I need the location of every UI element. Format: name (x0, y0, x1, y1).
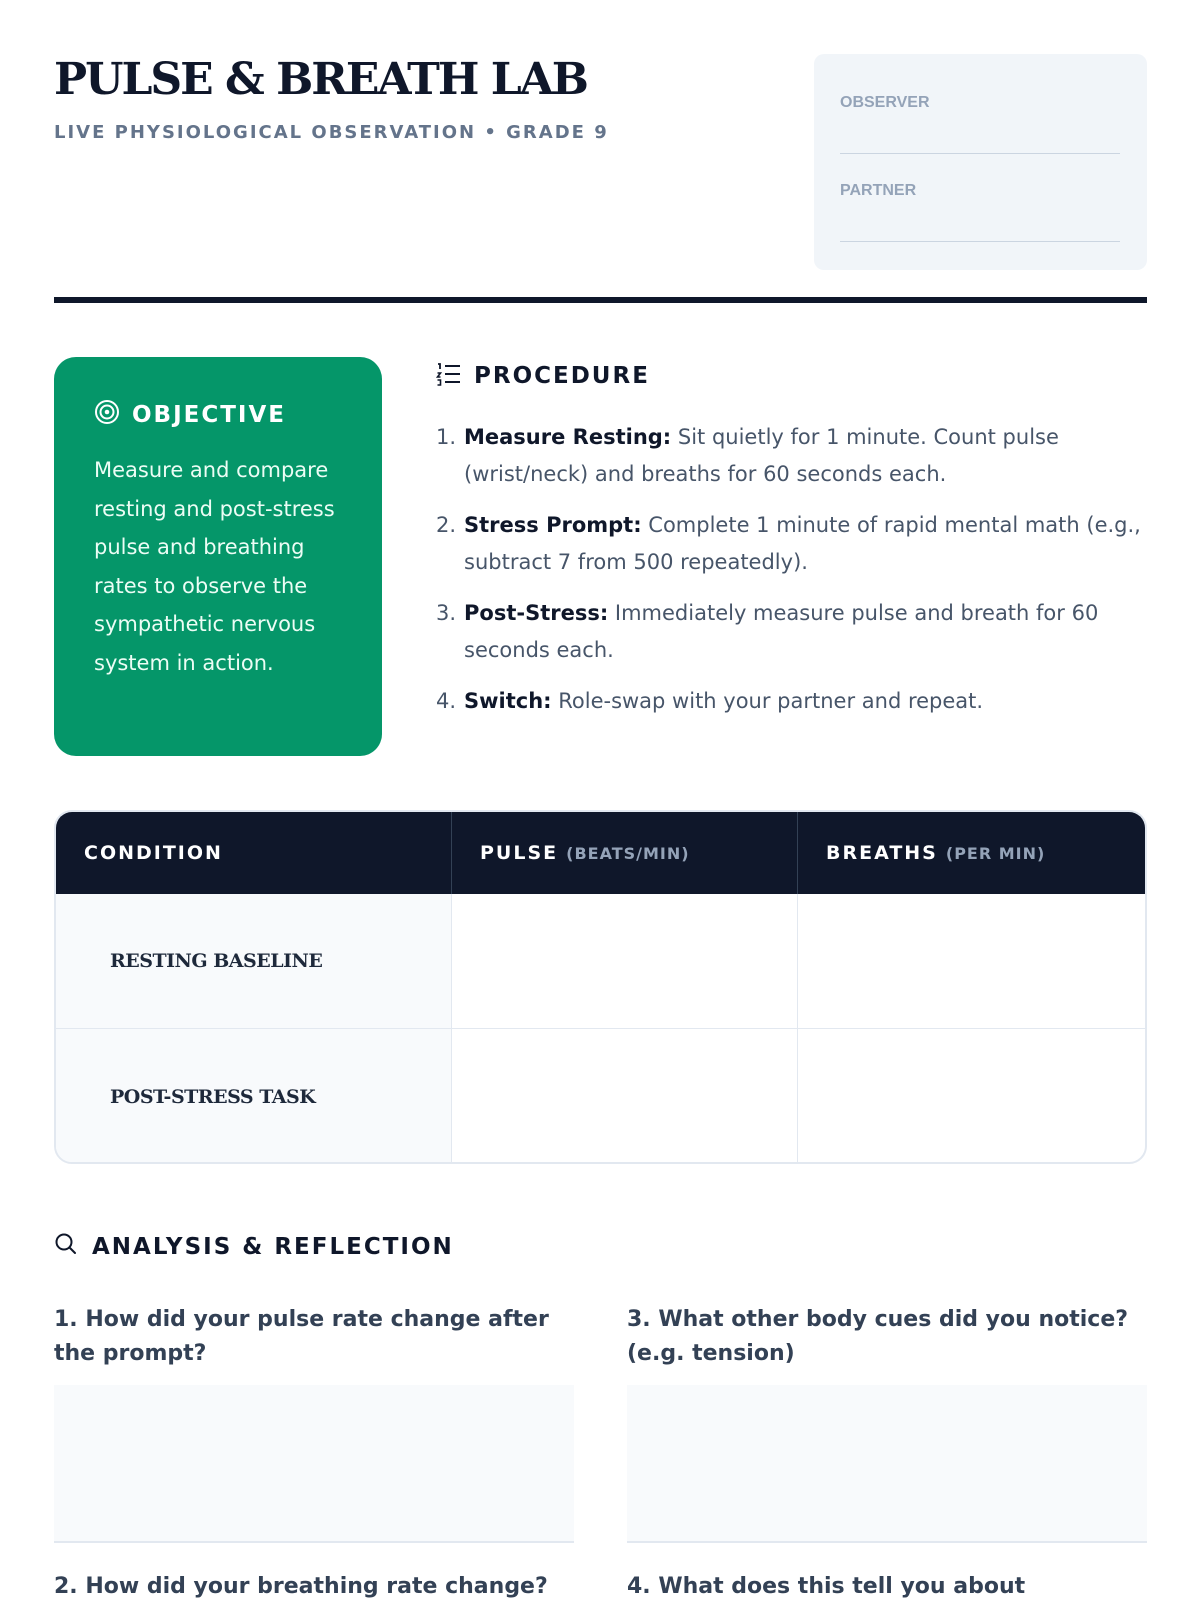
procedure-steps (436, 419, 1150, 734)
procedure-step: 2. Stress Prompt: Complete 1 minute of rapid mental math (e.g., subtract 7 from 500 repeatedly). (436, 513, 1141, 574)
objective-heading: OBJECTIVE (132, 401, 286, 428)
page-subtitle: LIVE PHYSIOLOGICAL OBSERVATION • GRADE 9 (54, 122, 609, 143)
breaths-input-cell[interactable] (797, 1029, 1147, 1164)
procedure-step: 1. Measure Resting: Sit quietly for 1 minute. Count pulse (wrist/neck) and breaths for 60 seconds each. (436, 425, 1059, 486)
breaths-input-cell[interactable] (797, 894, 1147, 1028)
condition-cell: POST-STRESS TASK (56, 1029, 451, 1164)
header-condition: CONDITION (84, 842, 223, 864)
pulse-input-cell[interactable] (451, 894, 797, 1028)
data-table (54, 810, 1147, 1164)
analysis-heading: ANALYSIS & REFLECTION (92, 1233, 454, 1260)
procedure-step: 3. Post-Stress: Immediately measure pulse and breath for 60 seconds each. (436, 601, 1099, 662)
procedure-heading: PROCEDURE (474, 362, 650, 389)
header-pulse: PULSE (BEATS/MIN) (451, 812, 797, 894)
observer-label: OBSERVER (840, 94, 930, 111)
target-icon (94, 399, 120, 430)
condition-cell: RESTING BASELINE (56, 894, 451, 1028)
question-1: 1. How did your pulse rate change after the prompt? (54, 1307, 549, 1366)
table-row (56, 1029, 1145, 1164)
answer-box-1[interactable] (54, 1385, 574, 1543)
procedure-step: 4. Switch: Role-swap with your partner and repeat. (436, 689, 984, 713)
header-breaths: BREATHS (PER MIN) (797, 812, 1147, 894)
question-4: 4. What does this tell you about (627, 1574, 1026, 1599)
page-title: PULSE & BREATH LAB (54, 54, 587, 105)
procedure-header (436, 360, 650, 391)
question-2: 2. How did your breathing rate change? (54, 1574, 548, 1599)
table-header (56, 812, 1145, 894)
objective-card (54, 357, 382, 756)
header-divider (54, 297, 1147, 303)
name-box (814, 54, 1147, 270)
observer-field[interactable] (840, 153, 1120, 154)
question-3: 3. What other body cues did you notice? (e.g. tension) (627, 1307, 1129, 1366)
answer-box-3[interactable] (627, 1385, 1147, 1543)
partner-field[interactable] (840, 241, 1120, 242)
analysis-header (54, 1232, 454, 1261)
pulse-input-cell[interactable] (451, 1029, 797, 1164)
table-row (56, 894, 1145, 1029)
search-icon (54, 1232, 78, 1261)
objective-text: Measure and compare resting and post-stress pulse and breathing rates to observe the sympathetic nervous system in action. (94, 458, 335, 675)
list-icon (436, 360, 462, 391)
partner-label: PARTNER (840, 182, 917, 199)
